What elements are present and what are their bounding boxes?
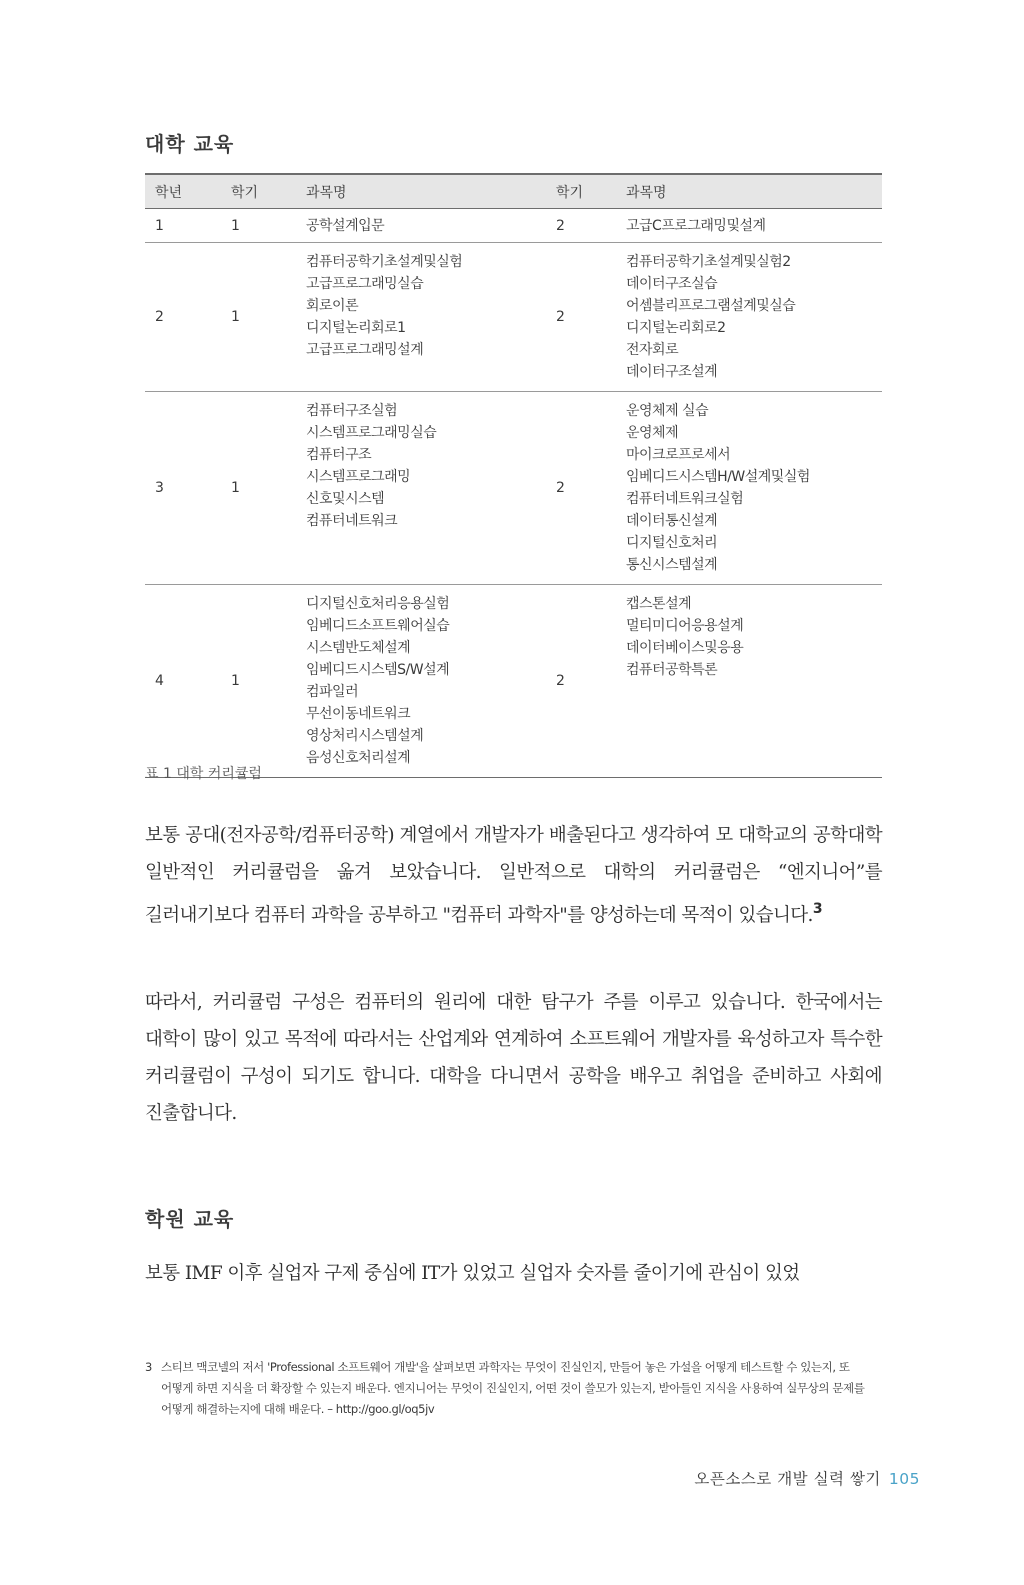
year-cell: 4	[145, 585, 221, 778]
footnote	[145, 1357, 882, 1420]
semester-cell: 1	[221, 243, 296, 392]
semester-cell: 2	[546, 392, 616, 585]
course-item: 운영체제 실습	[626, 403, 709, 419]
course-item: 멀티미디어응용설계	[626, 618, 744, 634]
year-cell: 3	[145, 392, 221, 585]
course-item: 고급프로그래밍설계	[306, 342, 424, 358]
course-item: 컴퓨터네트워크실험	[626, 491, 744, 507]
courses-cell	[296, 243, 546, 392]
footnote-reference[interactable]: 3	[812, 901, 822, 917]
course-item: 마이크로프로세서	[626, 447, 731, 463]
course-item: 시스템프로그래밍	[306, 469, 411, 485]
table-row	[145, 243, 882, 392]
course-item: 디지털신호처리	[626, 535, 718, 551]
section-title-university: 대학 교육	[145, 132, 235, 156]
course-item: 디지털논리회로2	[626, 320, 726, 336]
course-item: 고급프로그래밍실습	[306, 276, 424, 292]
body-paragraph	[145, 817, 882, 934]
semester-cell: 1	[221, 585, 296, 778]
course-item: 신호및시스템	[306, 491, 385, 507]
course-item: 컴퓨터공학기초설계및실험	[306, 254, 463, 270]
page-number: 105	[888, 1470, 920, 1488]
course-item: 영상처리시스템설계	[306, 728, 424, 744]
course-item: 임베디드시스템S/W설계	[306, 662, 450, 678]
table-caption: 표 1 대학 커리큘럼	[145, 766, 262, 782]
courses-cell	[296, 209, 546, 243]
table-row	[145, 585, 882, 778]
course-item: 캡스톤설계	[626, 596, 692, 612]
section-title-academy: 학원 교육	[145, 1207, 235, 1231]
semester-cell: 2	[546, 209, 616, 243]
course-item: 디지털신호처리응용실험	[306, 596, 450, 612]
courses-cell	[616, 209, 882, 243]
table-header-row	[145, 174, 882, 209]
course-item: 데이터구조실습	[626, 276, 718, 292]
course-item: 시스템반도체설계	[306, 640, 411, 656]
footnote-text: 스티브 맥코넬의 저서 'Professional 소프트웨어 개발'을 살펴보면 과학자는 무엇이 진실인지, 만들어 놓은 가설을 어떻게 테스트할 수 있는지, 또 어떻게 하면 지식을 더 확장할 수 있는지 배운다. 엔지니어는 무엇이 진실인지, 어떤 것이 쓸모가 있는지, 받아들인 지식을 사용하여 실무상의 문제를 어떻게 해결하는지에 대해 배운다. – http://goo.gl/oq5jv	[161, 1360, 865, 1416]
header-semester-2: 학기	[546, 174, 616, 209]
course-item: 통신시스템설계	[626, 557, 718, 573]
course-item: 컴퓨터공학기초설계및실험2	[626, 254, 791, 270]
semester-cell: 2	[546, 585, 616, 778]
curriculum-table	[145, 173, 882, 778]
body-paragraph: 따라서, 커리큘럼 구성은 컴퓨터의 원리에 대한 탐구가 주를 이루고 있습니다. 한국에서는 대학이 많이 있고 목적에 따라서는 산업계와 연계하여 소프트웨어 개발자를 육성하고자 특수한 커리큘럼이 구성이 되기도 합니다. 대학을 다니면서 공학을 배우고 취업을 준비하고 사회에 진출합니다.	[145, 992, 882, 1124]
course-item: 컴퓨터구조실험	[306, 403, 398, 419]
course-item: 데이터통신설계	[626, 513, 718, 529]
semester-cell: 1	[221, 209, 296, 243]
header-year: 학년	[145, 174, 221, 209]
header-courses-1: 과목명	[296, 174, 546, 209]
course-item: 데이터구조설계	[626, 364, 718, 380]
course-item: 컴퓨터구조	[306, 447, 372, 463]
paragraph-text: 보통 공대(전자공학/컴퓨터공학) 계열에서 개발자가 배출된다고 생각하여 모 대학교의 공학대학 일반적인 커리큘럼을 옮겨 보았습니다. 일반적으로 대학의 커리큘럼은 “엔지니어”를 길러내기보다 컴퓨터 과학을 공부하고 "컴퓨터 과학자"를 양성하는데 목적이 있습니다.	[145, 825, 882, 926]
course-item: 컴퓨터공학특론	[626, 662, 718, 678]
course-item: 고급C프로그래밍및설계	[626, 217, 766, 234]
page-footer	[694, 1467, 920, 1489]
course-item: 컴퓨터네트워크	[306, 513, 398, 529]
course-item: 전자회로	[626, 342, 679, 358]
course-item: 어셈블리프로그램설계및실습	[626, 298, 796, 314]
course-item: 시스템프로그래밍실습	[306, 425, 437, 441]
header-courses-2: 과목명	[616, 174, 882, 209]
book-title: 오픈소스로 개발 실력 쌓기	[694, 1470, 881, 1488]
header-semester-1: 학기	[221, 174, 296, 209]
year-cell: 2	[145, 243, 221, 392]
course-item: 운영체제	[626, 425, 679, 441]
courses-cell	[616, 585, 882, 778]
courses-cell	[616, 392, 882, 585]
course-item: 데이터베이스및응용	[626, 640, 744, 656]
table-row	[145, 209, 882, 243]
course-item: 임베디드시스템H/W설계및실험	[626, 469, 810, 485]
courses-cell	[296, 392, 546, 585]
year-cell: 1	[145, 209, 221, 243]
course-item: 임베디드소프트웨어실습	[306, 618, 450, 634]
courses-cell	[296, 585, 546, 778]
body-paragraph: 보통 IMF 이후 실업자 구제 중심에 IT가 있었고 실업자 숫자를 줄이기에 관심이 있었	[145, 1263, 800, 1284]
course-item: 디지털논리회로1	[306, 320, 406, 336]
semester-cell: 1	[221, 392, 296, 585]
courses-cell	[616, 243, 882, 392]
course-item: 공학설계입문	[306, 217, 385, 234]
footnote-number: 3	[145, 1360, 152, 1374]
course-item: 무선이동네트워크	[306, 706, 411, 722]
course-item: 컴파일러	[306, 684, 359, 700]
course-item: 음성신호처리설계	[306, 750, 411, 766]
course-item: 회로이론	[306, 298, 359, 314]
table-row	[145, 392, 882, 585]
semester-cell: 2	[546, 243, 616, 392]
